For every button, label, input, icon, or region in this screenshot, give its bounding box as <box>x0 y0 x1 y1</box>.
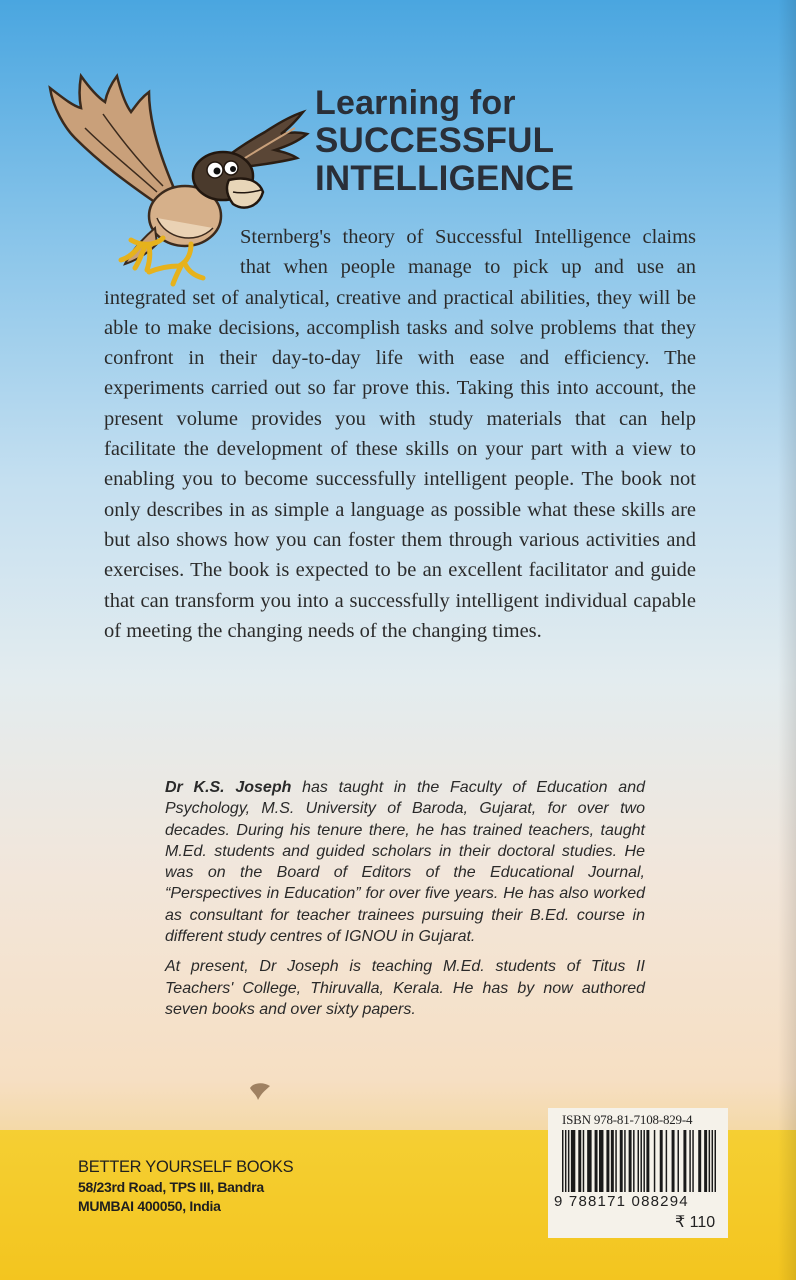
author-bio <box>165 777 645 1029</box>
barcode-bar <box>562 1130 563 1192</box>
barcode-bar <box>640 1130 641 1192</box>
barcode-bar <box>624 1130 625 1192</box>
barcode-bar <box>712 1130 713 1192</box>
publisher-info <box>78 1156 293 1216</box>
barcode-bar <box>583 1130 584 1192</box>
price-tag: ₹ 110 <box>675 1214 716 1231</box>
barcode-bar <box>689 1130 690 1192</box>
publisher-name: BETTER YOURSELF BOOKS <box>78 1158 294 1176</box>
barcode-bar <box>678 1130 679 1192</box>
barcode-bar <box>715 1130 716 1192</box>
barcode-bar <box>638 1130 639 1192</box>
barcode-bar <box>599 1130 603 1192</box>
barcode-bar <box>565 1130 566 1192</box>
title-line-1: Learning for <box>315 84 516 122</box>
author-bio-paragraph-1-text: has taught in the Faculty of Education and Psychology, M.S. University of Baroda, Gujarat, for over two decades. During his tenure there, he has trained teachers, taught M.Ed. students and guided scholars in their doctoral studies. He was on the Board of Editors of the Educational Journal, “Perspectives in Education” for over five years. He has also worked as consultant for teacher trainees pursuing their B.Ed. course in different study centres of IGNOU in Gujarat. <box>165 779 646 946</box>
barcode-bar <box>606 1130 609 1192</box>
barcode-bar <box>571 1130 575 1192</box>
bird-left-wing <box>50 76 173 208</box>
barcode-digits: 9 788171 088294 <box>554 1193 689 1210</box>
title-line-3: INTELLIGENCE <box>315 159 575 198</box>
barcode-bar <box>683 1130 686 1192</box>
title-line-2: SUCCESSFUL <box>315 121 555 160</box>
barcode-bar <box>704 1130 707 1192</box>
barcode-bar <box>643 1130 644 1192</box>
barcode-label <box>548 1108 728 1238</box>
publisher-address-line-2: MUMBAI 400050, India <box>78 1198 221 1214</box>
barcode-bar <box>660 1130 663 1192</box>
barcode-bar <box>633 1130 634 1192</box>
barcode-bar <box>587 1130 591 1192</box>
barcode <box>562 1130 716 1192</box>
blurb-text: Sternberg's theory of Successful Intelligence claims that when people manage to pick up and use an integrated set of analytical, creative and practical abilities, they will be able to make decisions, accomplish tasks and solve problems that they confront in their day-to-day life with ease and efficiency. The experiments carried out so far prove this. Taking this into account, the present volume provides you with study materials that can help facilitate the development of these skills on your part with a view to enabling you to become successfully intelligent people. The book not only describes in as simple a language as possible what these skills are but also shows how you can foster them through various activities and exercises. The book is expected to be an excellent facilitator and guide that can transform you into a successfully intelligent individual capable of meeting the changing needs of the changing times. <box>104 226 696 642</box>
stain-mark <box>244 1076 274 1106</box>
barcode-bar <box>611 1130 614 1192</box>
author-name: Dr K.S. Joseph <box>165 779 292 796</box>
isbn-text: ISBN 978-81-7108-829-4 <box>562 1112 693 1127</box>
barcode-bar <box>578 1130 581 1192</box>
spine-shadow <box>778 0 796 1280</box>
blurb-indent-spacer <box>104 222 240 282</box>
author-bio-paragraph-1 <box>165 777 645 947</box>
barcode-bar <box>568 1130 569 1192</box>
barcode-bar <box>629 1130 632 1192</box>
barcode-bar <box>709 1130 710 1192</box>
barcode-bar <box>620 1130 623 1192</box>
barcode-bar <box>595 1130 598 1192</box>
book-title <box>315 84 574 198</box>
barcode-bar <box>654 1130 655 1192</box>
publisher-address-line-1: 58/23rd Road, TPS III, Bandra <box>78 1179 264 1195</box>
barcode-bar <box>615 1130 616 1192</box>
barcode-bar <box>672 1130 675 1192</box>
barcode-bar <box>646 1130 649 1192</box>
barcode-bar <box>666 1130 667 1192</box>
barcode-bar <box>698 1130 701 1192</box>
author-bio-paragraph-2: At present, Dr Joseph is teaching M.Ed. students of Titus II Teachers' College, Thiruvalla, Kerala. He has by now authored seven books and over sixty papers. <box>165 958 645 1018</box>
book-blurb <box>104 222 696 646</box>
barcode-bar <box>692 1130 693 1192</box>
